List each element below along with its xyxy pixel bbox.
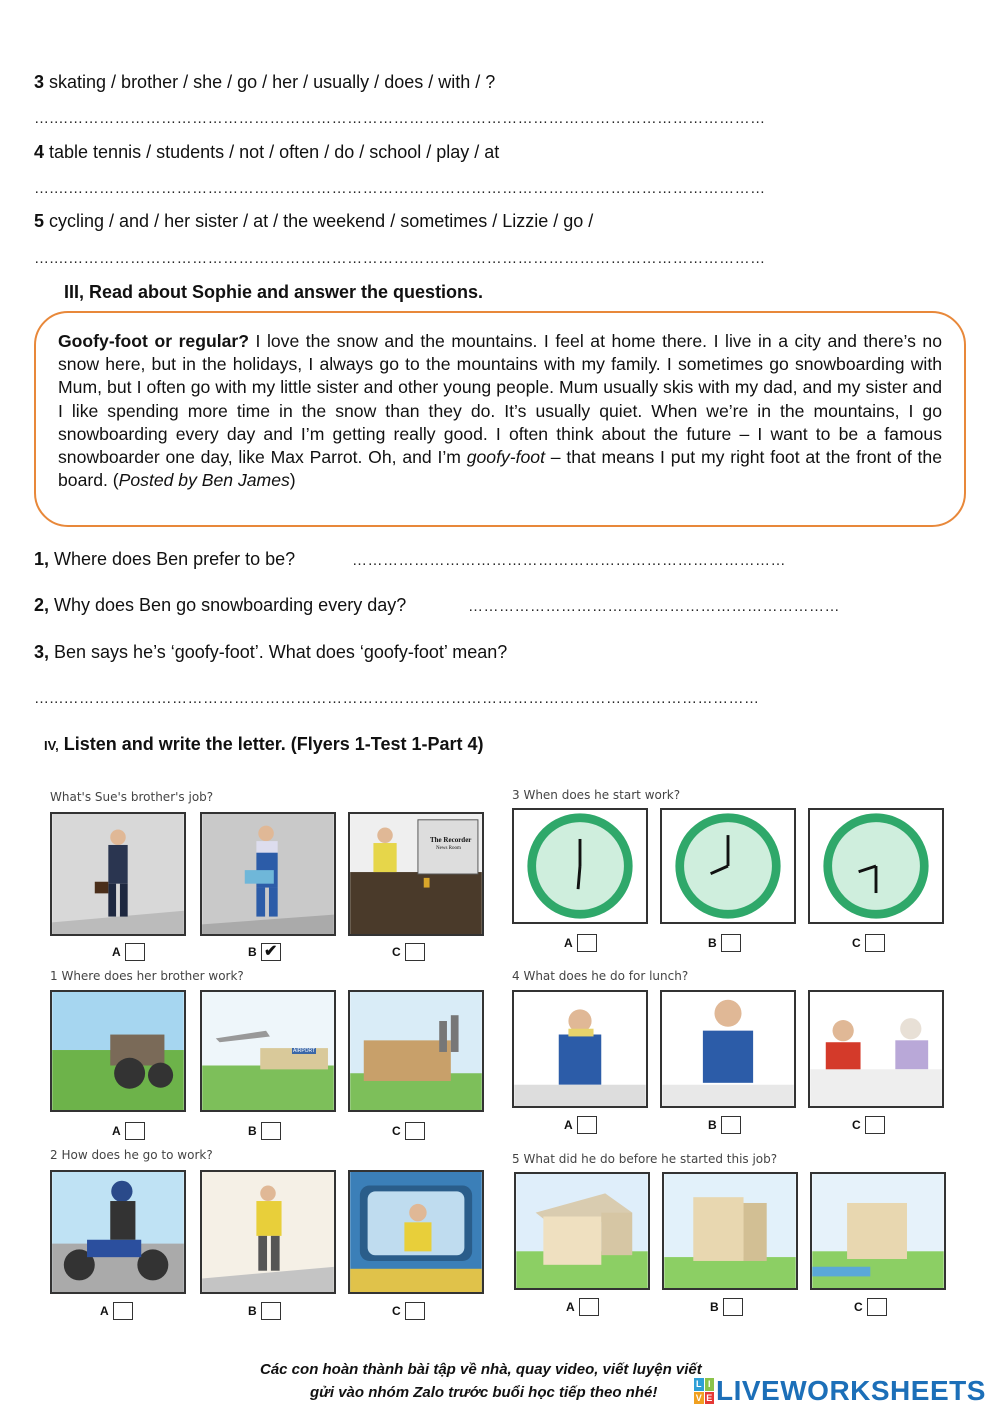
passage-close: )	[289, 470, 296, 491]
question-3	[34, 642, 507, 663]
section-4-title	[44, 734, 484, 755]
reorder-item-5	[34, 211, 593, 232]
panel-3-option-b[interactable]	[708, 934, 741, 952]
option-letter: A	[112, 945, 121, 959]
reading-passage	[58, 330, 942, 492]
picture-journalist	[348, 812, 484, 936]
panel-2-caption: 2 How does he go to work?	[50, 1148, 213, 1162]
passage-heading: Goofy-foot or regular?	[58, 331, 249, 351]
option-letter: A	[112, 1124, 121, 1138]
option-letter: B	[710, 1300, 719, 1314]
picture-factory	[348, 990, 484, 1112]
panel-3-option-c[interactable]	[852, 934, 885, 952]
question-text: Where does Ben prefer to be?	[49, 549, 296, 569]
answer-line-4[interactable]: …....………………………………………………………………………………………………………………………	[34, 180, 766, 197]
answer-checkbox[interactable]	[721, 1116, 741, 1134]
picture-clock-a	[512, 808, 648, 924]
option-letter: A	[100, 1304, 109, 1318]
picture-clock-c	[808, 808, 944, 924]
answer-checkbox[interactable]	[867, 1298, 887, 1316]
option-letter: B	[248, 1304, 257, 1318]
picture-school	[514, 1172, 650, 1290]
panel-1-option-a[interactable]	[112, 1122, 145, 1140]
passage-goofy: goofy-foot	[466, 447, 545, 468]
panel-0-option-c[interactable]	[392, 943, 425, 961]
panel-0-caption: What's Sue's brother's job?	[50, 790, 214, 804]
answer-checkbox[interactable]	[577, 934, 597, 952]
option-letter: B	[248, 1124, 257, 1138]
option-letter: A	[564, 936, 573, 950]
item-number: 4	[34, 142, 45, 162]
answer-checkbox[interactable]	[113, 1302, 133, 1320]
question-number: 1,	[34, 549, 50, 569]
item-number: 5	[34, 211, 45, 231]
option-letter: C	[854, 1300, 863, 1314]
passage-posted: Posted by Ben James	[118, 470, 290, 491]
panel-0-option-a[interactable]	[112, 943, 145, 961]
reorder-item-4	[34, 142, 499, 163]
airport-sign: AIRPORT	[293, 1048, 316, 1054]
answer-line-q1[interactable]: …………………………………………………………………………	[352, 552, 786, 569]
panel-3-caption: 3 When does he start work?	[512, 788, 681, 802]
answer-checkbox[interactable]	[405, 1122, 425, 1140]
option-letter: C	[392, 1124, 401, 1138]
answer-checkbox[interactable]	[261, 1302, 281, 1320]
question-text: Ben says he’s ‘goofy-foot’. What does ‘goofy-foot’ mean?	[49, 642, 508, 662]
panel-2-option-a[interactable]	[100, 1302, 133, 1320]
section-4-number: IV,	[44, 738, 59, 753]
option-letter: B	[708, 1118, 717, 1132]
picture-plumber	[200, 812, 336, 936]
option-letter: B	[248, 945, 257, 959]
picture-lunch-alone	[660, 990, 796, 1108]
newspaper-sub: News Room	[436, 846, 461, 851]
picture-university	[810, 1172, 946, 1290]
panel-4-option-c[interactable]	[852, 1116, 885, 1134]
answer-checkbox[interactable]	[865, 934, 885, 952]
picture-clock-b	[660, 808, 796, 924]
item-number: 3	[34, 72, 45, 92]
question-number: 2,	[34, 595, 50, 615]
question-2	[34, 595, 406, 616]
picture-motorbike	[50, 1170, 186, 1294]
option-letter: C	[852, 936, 861, 950]
option-letter: A	[566, 1300, 575, 1314]
option-letter: B	[708, 936, 717, 950]
panel-1-option-b[interactable]	[248, 1122, 281, 1140]
option-letter: C	[392, 945, 401, 959]
answer-checkbox[interactable]	[577, 1116, 597, 1134]
footer-note-line-1: Các con hoàn thành bài tập về nhà, quay video, viết luyện viết	[260, 1361, 702, 1378]
passage-body-1: I love the snow and the mountains. I feel at home there. I live in a city and there’s no snow here, but in the holidays, I always go to the mountains with my family. I sometimes go snowboarding with Mum, but I often go with my little sister and other young people. Mum usually skis with my dad, and my sister and I like spending more time in the snow than they do. It’s usually quiet. When we’re in the mountains, I go snowboarding every day and I’m getting really good. I often think about the future – I want to be a famous snowboarder one day, like Max Parrot. Oh, and I’m	[58, 331, 943, 468]
picture-college	[662, 1172, 798, 1290]
section-3-title: III, Read about Sophie and answer the questions.	[64, 282, 484, 302]
option-letter: A	[564, 1118, 573, 1132]
picture-businessman	[50, 812, 186, 936]
answer-checkbox[interactable]	[261, 1122, 281, 1140]
item-words: table tennis / students / not / often / do / school / play / at	[44, 142, 500, 162]
panel-2-option-b[interactable]	[248, 1302, 281, 1320]
item-words: cycling / and / her sister / at / the weekend / sometimes / Lizzie / go /	[44, 211, 594, 231]
answer-checkbox-checked[interactable]: ✔	[261, 943, 281, 961]
answer-checkbox[interactable]	[405, 943, 425, 961]
liveworksheets-icon: L I V E	[695, 1379, 713, 1403]
answer-checkbox[interactable]	[579, 1298, 599, 1316]
footer-note-line-2: gửi vào nhóm Zalo trước buổi học tiếp theo nhé!	[310, 1384, 658, 1401]
panel-0-option-b[interactable]	[248, 943, 281, 961]
picture-airport	[200, 990, 336, 1112]
answer-line-q3[interactable]: …...………………………………………………………………………………………………...……………………	[34, 690, 760, 707]
passage-body-2: – that means I put my right foot at the front of the board. (	[58, 447, 942, 491]
panel-5-option-b[interactable]	[710, 1298, 743, 1316]
reorder-item-3	[34, 72, 495, 93]
panel-5-option-c[interactable]	[854, 1298, 887, 1316]
question-number: 3,	[34, 642, 50, 662]
picture-lunch-friend	[808, 990, 944, 1108]
liveworksheets-logo[interactable]	[694, 1375, 986, 1407]
question-1	[34, 549, 295, 570]
panel-4-option-b[interactable]	[708, 1116, 741, 1134]
answer-checkbox[interactable]	[723, 1298, 743, 1316]
question-text: Why does Ben go snowboarding every day?	[49, 595, 407, 615]
panel-5-option-a[interactable]	[566, 1298, 599, 1316]
panel-4-caption: 4 What does he do for lunch?	[512, 969, 689, 983]
liveworksheets-wordmark: LIVEWORKSHEETS	[716, 1375, 986, 1406]
answer-line-5[interactable]: …....………………………………………………………………………………………………………………………	[34, 250, 766, 267]
panel-2-option-c[interactable]	[392, 1302, 425, 1320]
option-letter: C	[392, 1304, 401, 1318]
panel-1-option-c[interactable]	[392, 1122, 425, 1140]
panel-1-caption: 1 Where does her brother work?	[50, 969, 244, 983]
picture-farm	[50, 990, 186, 1112]
answer-checkbox[interactable]	[721, 934, 741, 952]
answer-checkbox[interactable]	[405, 1302, 425, 1320]
picture-lunch-sandwich	[512, 990, 648, 1108]
answer-checkbox[interactable]	[865, 1116, 885, 1134]
answer-checkbox[interactable]	[125, 1122, 145, 1140]
picture-walking	[200, 1170, 336, 1294]
panel-4-option-a[interactable]	[564, 1116, 597, 1134]
answer-line-q2[interactable]: ………………………………………………………………	[468, 598, 840, 615]
picture-train	[348, 1170, 484, 1294]
item-words: skating / brother / she / go / her / usually / does / with / ?	[44, 72, 496, 92]
panel-3-option-a[interactable]	[564, 934, 597, 952]
newspaper-sign: The Recorder	[430, 836, 472, 844]
answer-checkbox[interactable]	[125, 943, 145, 961]
panel-5-caption: 5 What did he do before he started this job?	[512, 1152, 778, 1166]
option-letter: C	[852, 1118, 861, 1132]
answer-line-3[interactable]: …....………………………………………………………………………………………………………………………	[34, 110, 766, 127]
section-4-text: Listen and write the letter. (Flyers 1-Test 1-Part 4)	[58, 734, 484, 754]
